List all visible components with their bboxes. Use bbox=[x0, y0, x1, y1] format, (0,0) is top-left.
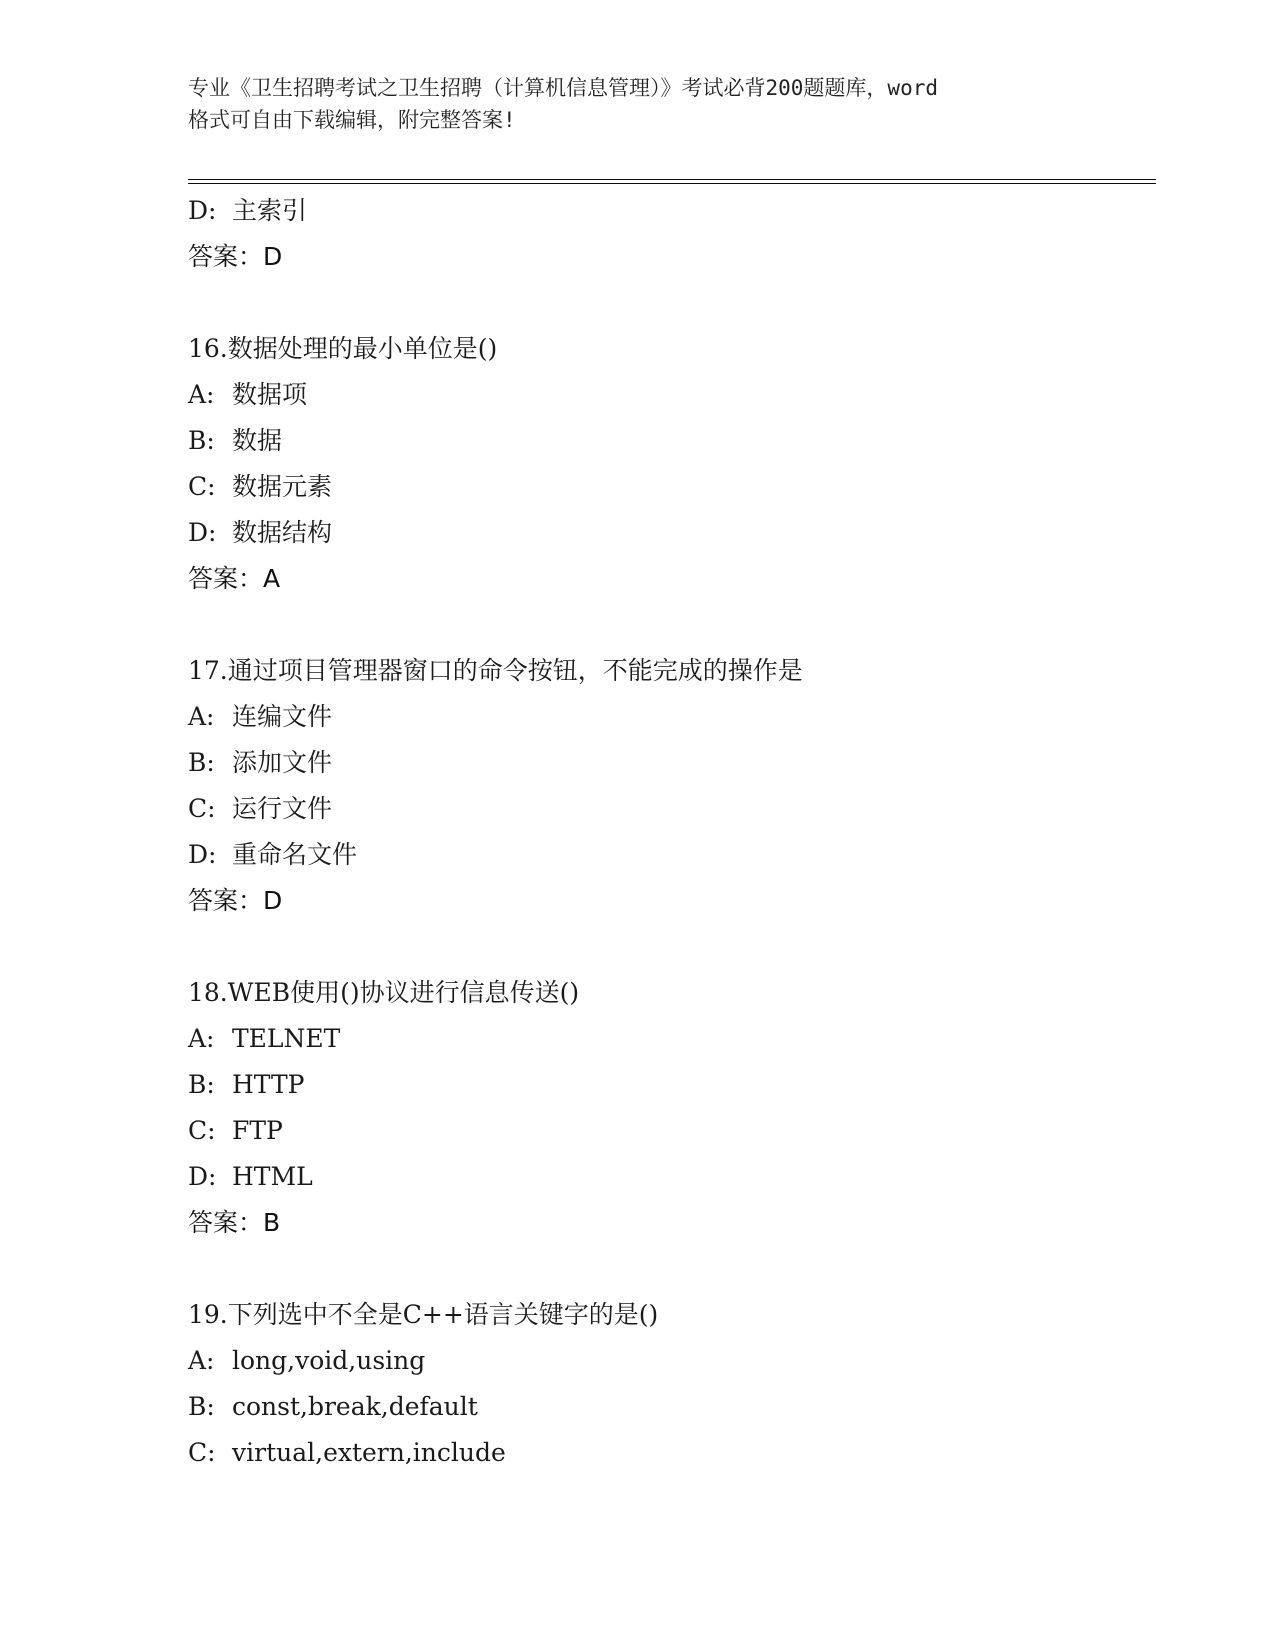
option-d bbox=[188, 832, 1148, 878]
header-line-2: 格式可自由下载编辑，附完整答案! bbox=[188, 108, 516, 132]
option-letter: A: bbox=[188, 1346, 215, 1375]
option-text: 连编文件 bbox=[232, 702, 333, 731]
option-letter: B: bbox=[188, 426, 215, 455]
option-b bbox=[188, 740, 1148, 786]
question-list bbox=[188, 188, 1148, 1476]
option-c bbox=[188, 1108, 1148, 1154]
option-text: TELNET bbox=[232, 1024, 341, 1053]
option-a bbox=[188, 1016, 1148, 1062]
option-letter: A: bbox=[188, 380, 215, 409]
option-letter: C: bbox=[188, 1438, 216, 1467]
option-letter: B: bbox=[188, 748, 215, 777]
option-a bbox=[188, 1338, 1148, 1384]
option-text: FTP bbox=[232, 1116, 283, 1145]
question-text: 18.WEB使用()协议进行信息传送() bbox=[188, 978, 580, 1007]
option-text: 重命名文件 bbox=[232, 840, 358, 869]
header-divider bbox=[188, 179, 1156, 184]
answer-line: 答案：D bbox=[188, 242, 283, 271]
option-text: HTML bbox=[232, 1162, 313, 1191]
option-letter: A: bbox=[188, 1024, 215, 1053]
question-text: 19.下列选中不全是C++语言关键字的是() bbox=[188, 1300, 659, 1329]
answer-line: 答案：B bbox=[188, 1208, 281, 1237]
option-text: 数据结构 bbox=[232, 518, 333, 547]
option-text: 数据项 bbox=[232, 380, 308, 409]
option-d bbox=[188, 1154, 1148, 1200]
option-text: 添加文件 bbox=[232, 748, 333, 777]
option-letter: D: bbox=[188, 840, 217, 869]
option-c bbox=[188, 1430, 1148, 1476]
option-text: 数据 bbox=[232, 426, 283, 455]
option-c bbox=[188, 786, 1148, 832]
answer-line: 答案：D bbox=[188, 886, 283, 915]
option-b bbox=[188, 1062, 1148, 1108]
option-text: long,void,using bbox=[232, 1346, 426, 1375]
header-line-1: 专业《卫生招聘考试之卫生招聘（计算机信息管理）》考试必背200题题库，word bbox=[188, 76, 938, 100]
option-letter: C: bbox=[188, 1116, 216, 1145]
option-text: 运行文件 bbox=[232, 794, 333, 823]
document-header bbox=[188, 72, 1088, 136]
option-text: 主索引 bbox=[232, 196, 308, 225]
option-letter: C: bbox=[188, 794, 216, 823]
option-text: const,break,default bbox=[232, 1392, 478, 1421]
option-letter: D: bbox=[188, 518, 217, 547]
option-letter: B: bbox=[188, 1070, 215, 1099]
option-a bbox=[188, 372, 1148, 418]
question-text: 16.数据处理的最小单位是() bbox=[188, 334, 498, 363]
option-letter: A: bbox=[188, 702, 215, 731]
option-letter: D: bbox=[188, 1162, 217, 1191]
question-text: 17.通过项目管理器窗口的命令按钮，不能完成的操作是 bbox=[188, 656, 803, 685]
option-b bbox=[188, 418, 1148, 464]
option-c bbox=[188, 464, 1148, 510]
option-text: virtual,extern,include bbox=[232, 1438, 506, 1467]
option-b bbox=[188, 1384, 1148, 1430]
option-text: 数据元素 bbox=[232, 472, 333, 501]
option-letter: B: bbox=[188, 1392, 215, 1421]
option-letter: C: bbox=[188, 472, 216, 501]
option-d bbox=[188, 510, 1148, 556]
answer-line: 答案：A bbox=[188, 564, 281, 593]
option-d bbox=[188, 188, 1148, 234]
option-text: HTTP bbox=[232, 1070, 305, 1099]
option-letter: D: bbox=[188, 196, 217, 225]
option-a bbox=[188, 694, 1148, 740]
